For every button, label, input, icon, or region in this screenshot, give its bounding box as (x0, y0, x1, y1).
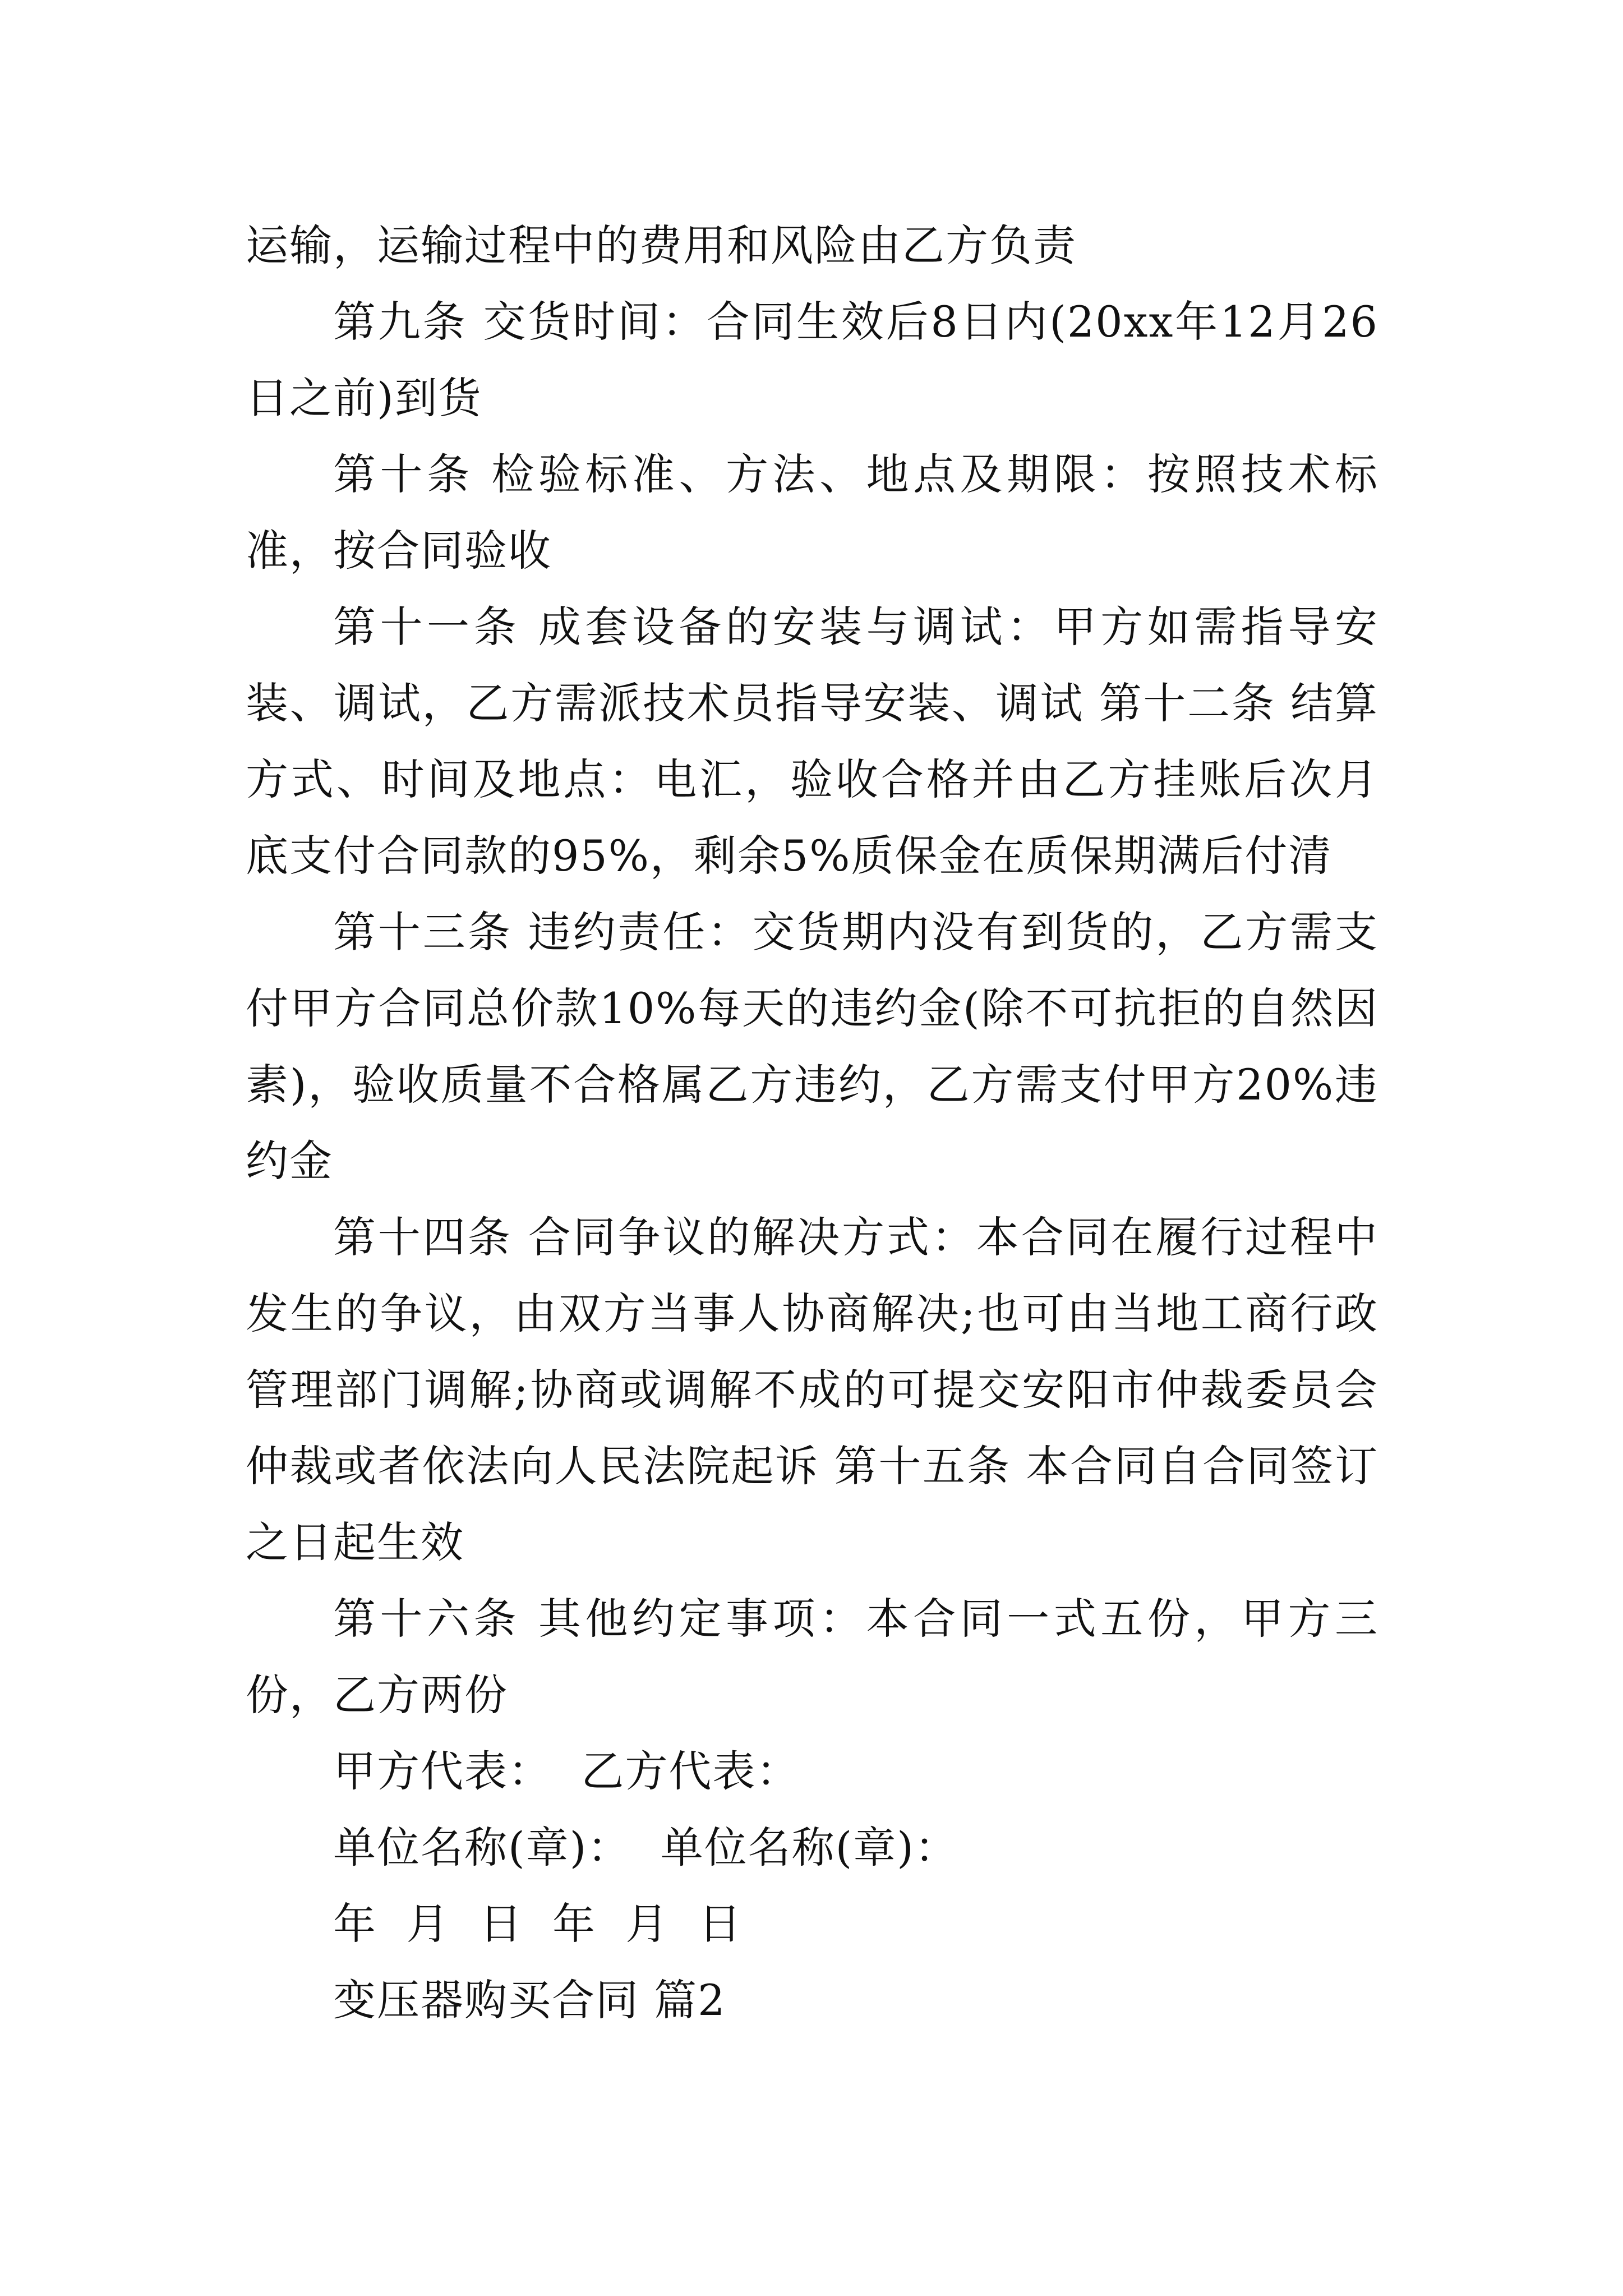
clause-16-other-terms: 第十六条 其他约定事项：本合同一式五份，甲方三份，乙方两份 (246, 1594, 1378, 1720)
clause-9-delivery-time: 第九条 交货时间：合同生效后8日内(20xx年12月26日之前)到货 (246, 297, 1378, 423)
clause-11-12-installation-settlement: 第十一条 成套设备的安装与调试：甲方如需指导安装、调试，乙方需派技术员指导安装、调试 第十二条 结算方式、时间及地点：电汇，验收合格并由乙方挂账后次月底支付合同款的95%，剩余5%质保金在质保期满后付清 (246, 602, 1378, 881)
clause-14-15-disputes-effect: 第十四条 合同争议的解决方式：本合同在履行过程中发生的争议，由双方当事人协商解决;也可由当地工商行政管理部门调解;协商或调解不成的可提交安阳市仲裁委员会仲裁或者依法向人民法院起诉 第十五条 本合同自合同签订之日起生效 (246, 1212, 1378, 1567)
contract-body (246, 208, 1378, 2039)
clause-10-inspection: 第十条 检验标准、方法、地点及期限：按照技术标准，按合同验收 (246, 449, 1378, 576)
next-contract-heading: 变压器购买合同 篇2 (333, 1975, 726, 2025)
paragraph-transport-continued: 运输，运输过程中的费用和风险由乙方负责 (246, 220, 1077, 270)
signature-unit-names: 单位名称(章)： 单位名称(章)： (333, 1823, 958, 1872)
clause-13-liability: 第十三条 违约责任：交货期内没有到货的，乙方需支付甲方合同总价款10%每天的违约金(除不可抗拒的自然因素)，验收质量不合格属乙方违约，乙方需支付甲方20%违约金 (246, 907, 1378, 1186)
signature-representatives: 甲方代表： 乙方代表： (333, 1746, 800, 1796)
signature-dates: 年 月 日 年 月 日 (333, 1899, 743, 1949)
